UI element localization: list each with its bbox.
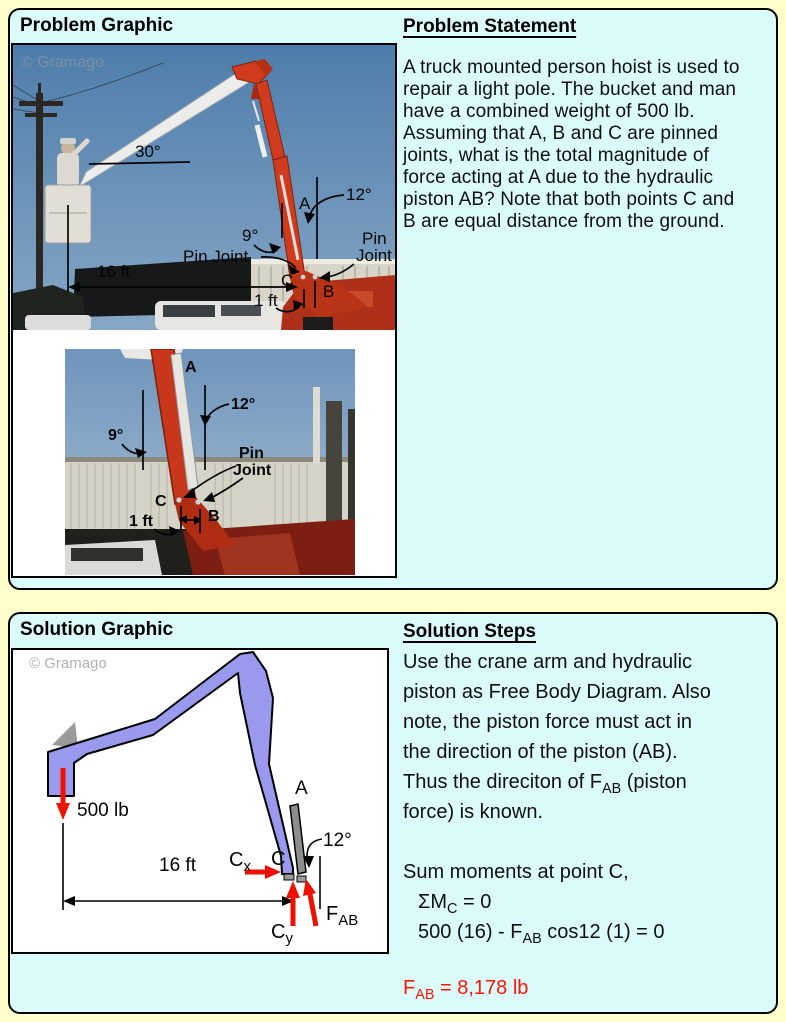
- force-arrow-fab: [310, 894, 316, 926]
- watermark: © Gramago: [29, 655, 107, 672]
- statement-line: A truck mounted person hoist is used to: [403, 57, 740, 78]
- dim-16ft-label: 16 ft: [159, 855, 196, 876]
- fab-subscript: AB: [415, 987, 435, 1003]
- dim-1ft-label: 1 ft: [129, 513, 153, 530]
- force-arrows: [56, 768, 316, 926]
- c-subscript: C: [447, 901, 458, 917]
- pin-b: [297, 876, 306, 882]
- point-c-label: C: [281, 271, 294, 290]
- solution-diagram-frame: [11, 648, 389, 954]
- balance-equation: 500 $(16) - F_{AB}$ cos12 (1) = 0: [418, 921, 665, 947]
- arrowhead: [286, 881, 300, 898]
- white-post: [313, 387, 320, 463]
- pin-joint-left-label: Pin Joint: [183, 247, 249, 266]
- pin-label-1: Pin: [239, 445, 264, 462]
- solution-panel: [8, 612, 778, 1014]
- point-c-label: C: [155, 493, 167, 510]
- angle-12-label: 12°: [323, 830, 352, 851]
- truck-roof: [65, 540, 162, 575]
- final-answer: $F_{AB} = 8,178$ lb: [403, 977, 529, 1003]
- angle-12-label: 12°: [231, 396, 256, 413]
- problem-statement-title: Problem Statement: [403, 16, 577, 37]
- hoist-photo-wide: [13, 45, 395, 330]
- solution-steps-text: [403, 647, 779, 1003]
- pin-right-label-1: Pin: [362, 229, 387, 248]
- statement-line: repair a light pole. The bucket and man: [403, 79, 737, 100]
- statement-line: B are equal distance from the ground.: [403, 211, 725, 232]
- point-b-label: B: [323, 282, 335, 301]
- statement-line: force acting at A due to the hydraulic: [403, 167, 714, 188]
- sky: [65, 349, 355, 464]
- sum-moments-line: Sum moments at point C,: [403, 861, 629, 883]
- pin-c-dot: [176, 497, 181, 502]
- cx-label: $C_x$: [229, 849, 251, 875]
- problem-graphic-title: Problem Graphic: [20, 15, 174, 36]
- pin-c: [284, 874, 294, 880]
- dark-structure: [326, 401, 342, 531]
- statement-line: piston AB? Note that both points C and: [403, 189, 735, 210]
- solution-steps-title: Solution Steps: [403, 621, 536, 642]
- dim-16ft-label: 16 ft: [97, 262, 131, 281]
- dark-pole: [348, 409, 355, 531]
- point-a-label: A: [295, 778, 308, 799]
- watermark: © Gramago: [21, 54, 104, 71]
- steps-line: Thus the direciton of $F_{AB}$ (piston: [403, 771, 687, 797]
- pin-b-dot: [195, 499, 200, 504]
- fab-subscript: AB: [522, 931, 542, 947]
- steps-line: note, the piston force must act in: [403, 711, 693, 733]
- statement-line: have a combined weight of 500 lb.: [403, 101, 695, 122]
- cy-label: $C_y$: [271, 921, 293, 947]
- angle-12-label: 12°: [346, 185, 372, 204]
- pin-b-dot: [313, 275, 318, 280]
- arrowhead: [56, 803, 70, 820]
- crane-arm-shape: [48, 652, 293, 874]
- point-b-label: B: [208, 508, 220, 525]
- fab-label: $F_{AB}$: [326, 903, 359, 929]
- fab-subscript: AB: [601, 781, 622, 797]
- angle-30-label: 30°: [135, 142, 161, 161]
- angle-9-label: 9°: [108, 427, 124, 444]
- free-body-diagram: [13, 650, 387, 952]
- spacer: [403, 947, 779, 973]
- spacer: [403, 827, 779, 857]
- steps-line: force) is known.: [403, 801, 544, 823]
- steps-line: the direction of the piston (AB).: [403, 741, 678, 763]
- hoist-photo-closeup: [65, 349, 355, 575]
- point-c-label: C: [271, 848, 286, 870]
- moment-equation: $\Sigma M_C = 0$: [418, 891, 492, 917]
- pin-label-2: Joint: [233, 462, 272, 479]
- problem-photo-frame: [11, 43, 397, 578]
- solution-graphic-title: Solution Graphic: [20, 619, 174, 640]
- pin-c-dot: [301, 275, 306, 280]
- statement-line: joints, what is the total magnitude of: [403, 145, 709, 166]
- problem-panel: [8, 8, 778, 590]
- point-a-label: A: [185, 359, 197, 376]
- dim-1ft-label: 1 ft: [254, 291, 278, 310]
- point-a-label: A: [299, 194, 311, 213]
- pin-right-label-2: Joint: [356, 246, 392, 265]
- statement-line: Assuming that A, B and C are pinned: [403, 123, 719, 144]
- problem-statement-text: [403, 57, 779, 233]
- dimension-16ft: [63, 823, 294, 910]
- hoist-photo-closeup-wrap: [65, 349, 355, 575]
- steps-line: Use the crane arm and hydraulic: [403, 651, 693, 673]
- angle-9-label: 9°: [242, 226, 259, 245]
- load-label: 500 lb: [77, 800, 129, 821]
- steps-line: piston as Free Body Diagram. Also: [403, 681, 711, 703]
- parked-car: [25, 315, 91, 330]
